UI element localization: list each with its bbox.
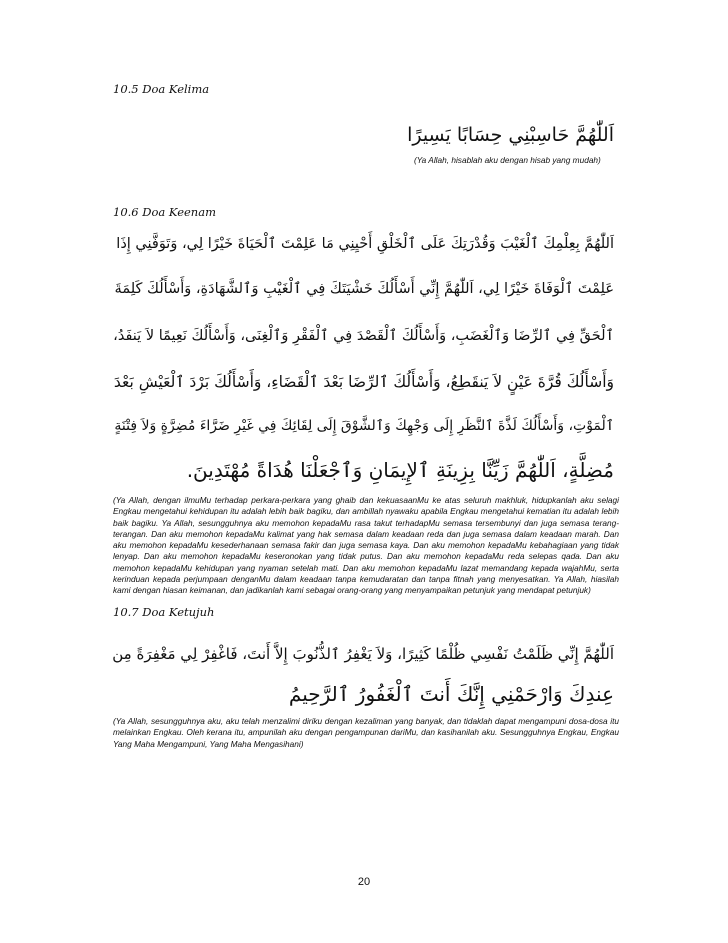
section-heading-10-6: 10.6 Doa Keenam [113, 205, 216, 219]
arabic-text-line: عَلِمْتَ ٱلْوَفَاةَ خَيْرًا لِي، اَللّٰهُمَّ إِنِّي أَسْأَلُكَ خَشْيَتَكَ فِي ٱلْغَيْبِ وَٱلشَّهَادَةِ، وَأَسْأَلُكَ كَلِمَةَ [114, 281, 614, 297]
arabic-text-line: ٱلْمَوْتِ، وَأَسْأَلُكَ لَذَّةَ ٱلنَّظَرِ إِلَى وَجْهِكَ وَٱلشَّوْقَ إِلَى لِقَائِكَ فِي غَيْرِ ضَرَّاءَ مُضِرَّةٍ وَلاَ فِتْنَةٍ [114, 418, 614, 434]
section-heading-10-5: 10.5 Doa Kelima [113, 82, 210, 96]
arabic-text-line: مُضِلَّةٍ، اَللّٰهُمَّ زَيِّنَّا بِزِينَةِ ٱلإِيمَانِ وَٱجْعَلْنَا هُدَاةً مُهْتَدِينَ. [186, 458, 614, 482]
translation-text: (Ya Allah, hisablah aku dengan hisab yang mudah) [414, 155, 601, 165]
arabic-text-line: عِندِكَ وَارْحَمْنِي إِنَّكَ أَنتَ ٱلْغَفُورُ ٱلرَّحِيمُ [288, 682, 614, 706]
arabic-text-line: وَأَسْأَلُكَ قُرَّةَ عَيْنٍ لاَ يَنقَطِعُ، وَأَسْأَلُكَ ٱلرِّضَا بَعْدَ ٱلْقَضَاءِ، وَأَسْأَلُكَ بَرْدَ ٱلْعَيْشِ بَعْدَ [113, 373, 614, 391]
arabic-text-line: اَللّٰهُمَّ بِعِلْمِكَ ٱلْغَيْبَ وَقُدْرَتِكَ عَلَى ٱلْخَلْقِ أَحْيِنِي مَا عَلِمْتَ ٱلْحَيَاةَ خَيْرًا لِي، وَتَوَفَّنِي إِذَا [116, 236, 614, 252]
translation-text: (Ya Allah, sesungguhnya aku, aku telah menzalimi diriku dengan kezaliman yang banyak, dan tidaklah dapat mengampuni dosa-dosa itu melainkan Engkau. Oleh kerana itu, ampunilah aku dengan pengampunan dariMu, dan kasihanilah aku. Sesungguhnya Engkau, Engkau Yang Maha Mengampuni, Yang Maha Mengasihani) [113, 716, 619, 749]
translation-text: (Ya Allah, dengan ilmuMu terhadap perkara-perkara yang ghaib dan kekuasaanMu ke atas seluruh makhluk, hidupkanlah aku selagi Engkau mengetahui kehidupan itu adalah lebih baik bagiku, dan ambillah nyawaku apabila Engkau mengetahui kematian itu adalah lebih baik bagiku. Ya Allah, sesungguhnya aku memohon kepadaMu rasa takut terhadapMu semasa tersembunyi dan juga semasa terang-terangan. Dan aku memohon kepadaMu kalimat yang hak semasa dalam keadaan reda dan juga semasa dalam keadaan marah. Dan aku memohon kepadaMu kesederhanaan semasa fakir dan juga semasa kaya. Dan aku memohon kepadaMu kebahagiaan yang tidak lenyap. Dan aku memohon kepadaMu keseronokan yang tidak putus. Dan aku memohon kepadaMu reda selepas qada. Dan aku memohon kepadaMu kehidupan yang nyaman setelah mati. Dan aku memohon kepadaMu lazat memandang kepada wajahMu, serta kerinduan kepada perjumpaan denganMu dalam keadaan tanpa kemudaratan dan tanpa fitnah yang menyesatkan. Ya Allah, hiasilah kami dengan hiasan keimanan, dan jadikanlah kami sebagai orang-orang yang menyampaikan petunjuk yang mendapat petunjuk) [113, 495, 619, 596]
section-heading-10-7: 10.7 Doa Ketujuh [113, 605, 215, 619]
arabic-text-line: ٱلْحَقِّ فِي ٱلرِّضَا وَٱلْغَضَبِ، وَأَسْأَلُكَ ٱلْقَصْدَ فِي ٱلْفَقْرِ وَٱلْغِنَى، وَأَسْأَلُكَ نَعِيمًا لاَ يَنفَدُ، [113, 328, 614, 344]
arabic-text-line: اَللّٰهُمَّ حَاسِبْنِي حِسَابًا يَسِيرًا [407, 124, 614, 146]
page-number: 20 [357, 876, 371, 888]
arabic-text-line: اَللّٰهُمَّ إِنِّي ظَلَمْتُ نَفْسِي ظُلْمًا كَثِيرًا، وَلاَ يَغْفِرُ ٱلذُّنُوبَ إِلاَّ أَنتَ، فَاغْفِرْ لِي مَغْفِرَةً مِن [112, 645, 614, 663]
